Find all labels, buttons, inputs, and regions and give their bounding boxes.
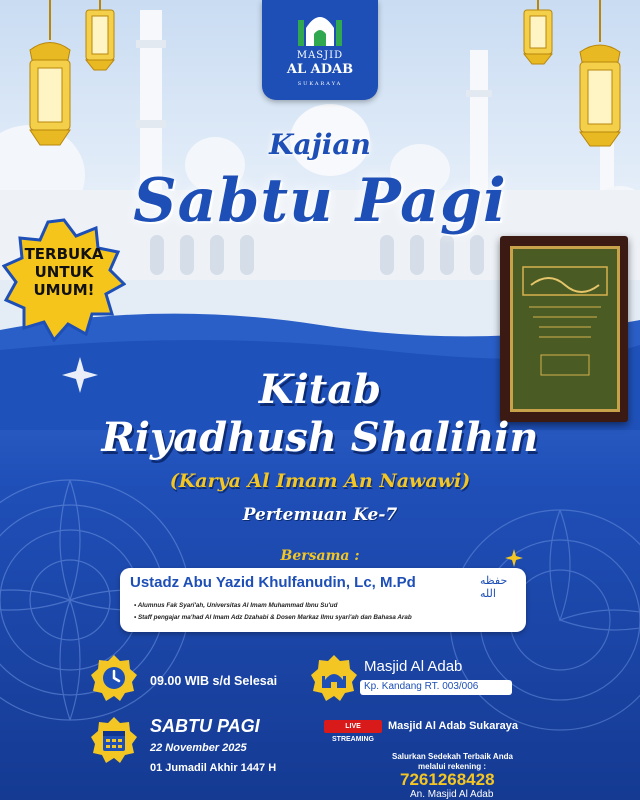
logo-line-1: MASJID bbox=[296, 50, 344, 61]
session-number: Pertemuan Ke-7 bbox=[242, 505, 398, 525]
donation-holder: An. Masjid Al Adab bbox=[410, 789, 494, 800]
venue-name: Masjid Al Adab bbox=[364, 658, 463, 675]
badge-line-2: UNTUK bbox=[34, 263, 94, 281]
donation-line-2: melalui rekening : bbox=[418, 762, 487, 771]
speaker-card bbox=[120, 568, 526, 632]
venue-address: Kp. Kandang RT. 003/006 bbox=[364, 681, 479, 692]
date-gregorian: 22 November 2025 bbox=[150, 742, 247, 754]
venue-address-pill bbox=[360, 680, 512, 695]
speaker-intro: Bersama : bbox=[280, 548, 360, 564]
event-title: Sabtu Pagi bbox=[133, 166, 507, 236]
book-title-line-2: Riyadhush Shalihin bbox=[101, 414, 539, 461]
book-author: (Karya Al Imam An Nawawi) bbox=[169, 470, 471, 492]
book-title-line-1: Kitab bbox=[258, 366, 382, 413]
speaker-credential: • Alumnus Fak Syari'ah, Universitas Al Imam Muhammad Ibnu Su'ud bbox=[134, 602, 338, 609]
live-streaming-badge: LIVE STREAMING bbox=[324, 720, 382, 733]
speaker-credential: • Staff pengajar ma'had Al Imam Adz Dzahabi & Dosen Markaz Ilmu syari'ah dan Bahasa Arab bbox=[134, 614, 412, 621]
donation-line-1: Salurkan Sedekah Terbaik Anda bbox=[392, 752, 513, 761]
badge-line-1: TERBUKA bbox=[24, 245, 104, 263]
date-hijri: 01 Jumadil Akhir 1447 H bbox=[150, 762, 277, 774]
mosque-logo-icon bbox=[292, 2, 348, 50]
mosque-icon bbox=[310, 654, 358, 702]
date-day: SABTU PAGI bbox=[150, 716, 260, 736]
calendar-icon bbox=[90, 716, 138, 764]
time-text: 09.00 WIB s/d Selesai bbox=[150, 674, 278, 688]
masjid-logo bbox=[262, 0, 378, 100]
speaker-honorific: حفظه الله bbox=[480, 574, 508, 600]
donation-account: 7261268428 bbox=[400, 770, 495, 789]
speaker-credential-text: Staff pengajar ma'had Al Imam Adz Dzahabi & Dosen Markaz Ilmu syari'ah dan Bahasa Arab bbox=[137, 614, 412, 621]
sparkle-icon bbox=[504, 548, 524, 568]
logo-line-3: SUKARAYA bbox=[297, 81, 343, 87]
live-channel: Masjid Al Adab Sukaraya bbox=[388, 720, 519, 732]
logo-line-2: AL ADAB bbox=[286, 62, 354, 77]
speaker-name: Ustadz Abu Yazid Khulfanudin, Lc, M.Pd bbox=[130, 574, 416, 591]
clock-icon bbox=[90, 654, 138, 702]
badge-line-3: UMUM! bbox=[33, 281, 95, 299]
speaker-credential-text: Alumnus Fak Syari'ah, Universitas Al Imam Muhammad Ibnu Su'ud bbox=[137, 602, 338, 609]
event-subtitle: Kajian bbox=[269, 128, 371, 161]
